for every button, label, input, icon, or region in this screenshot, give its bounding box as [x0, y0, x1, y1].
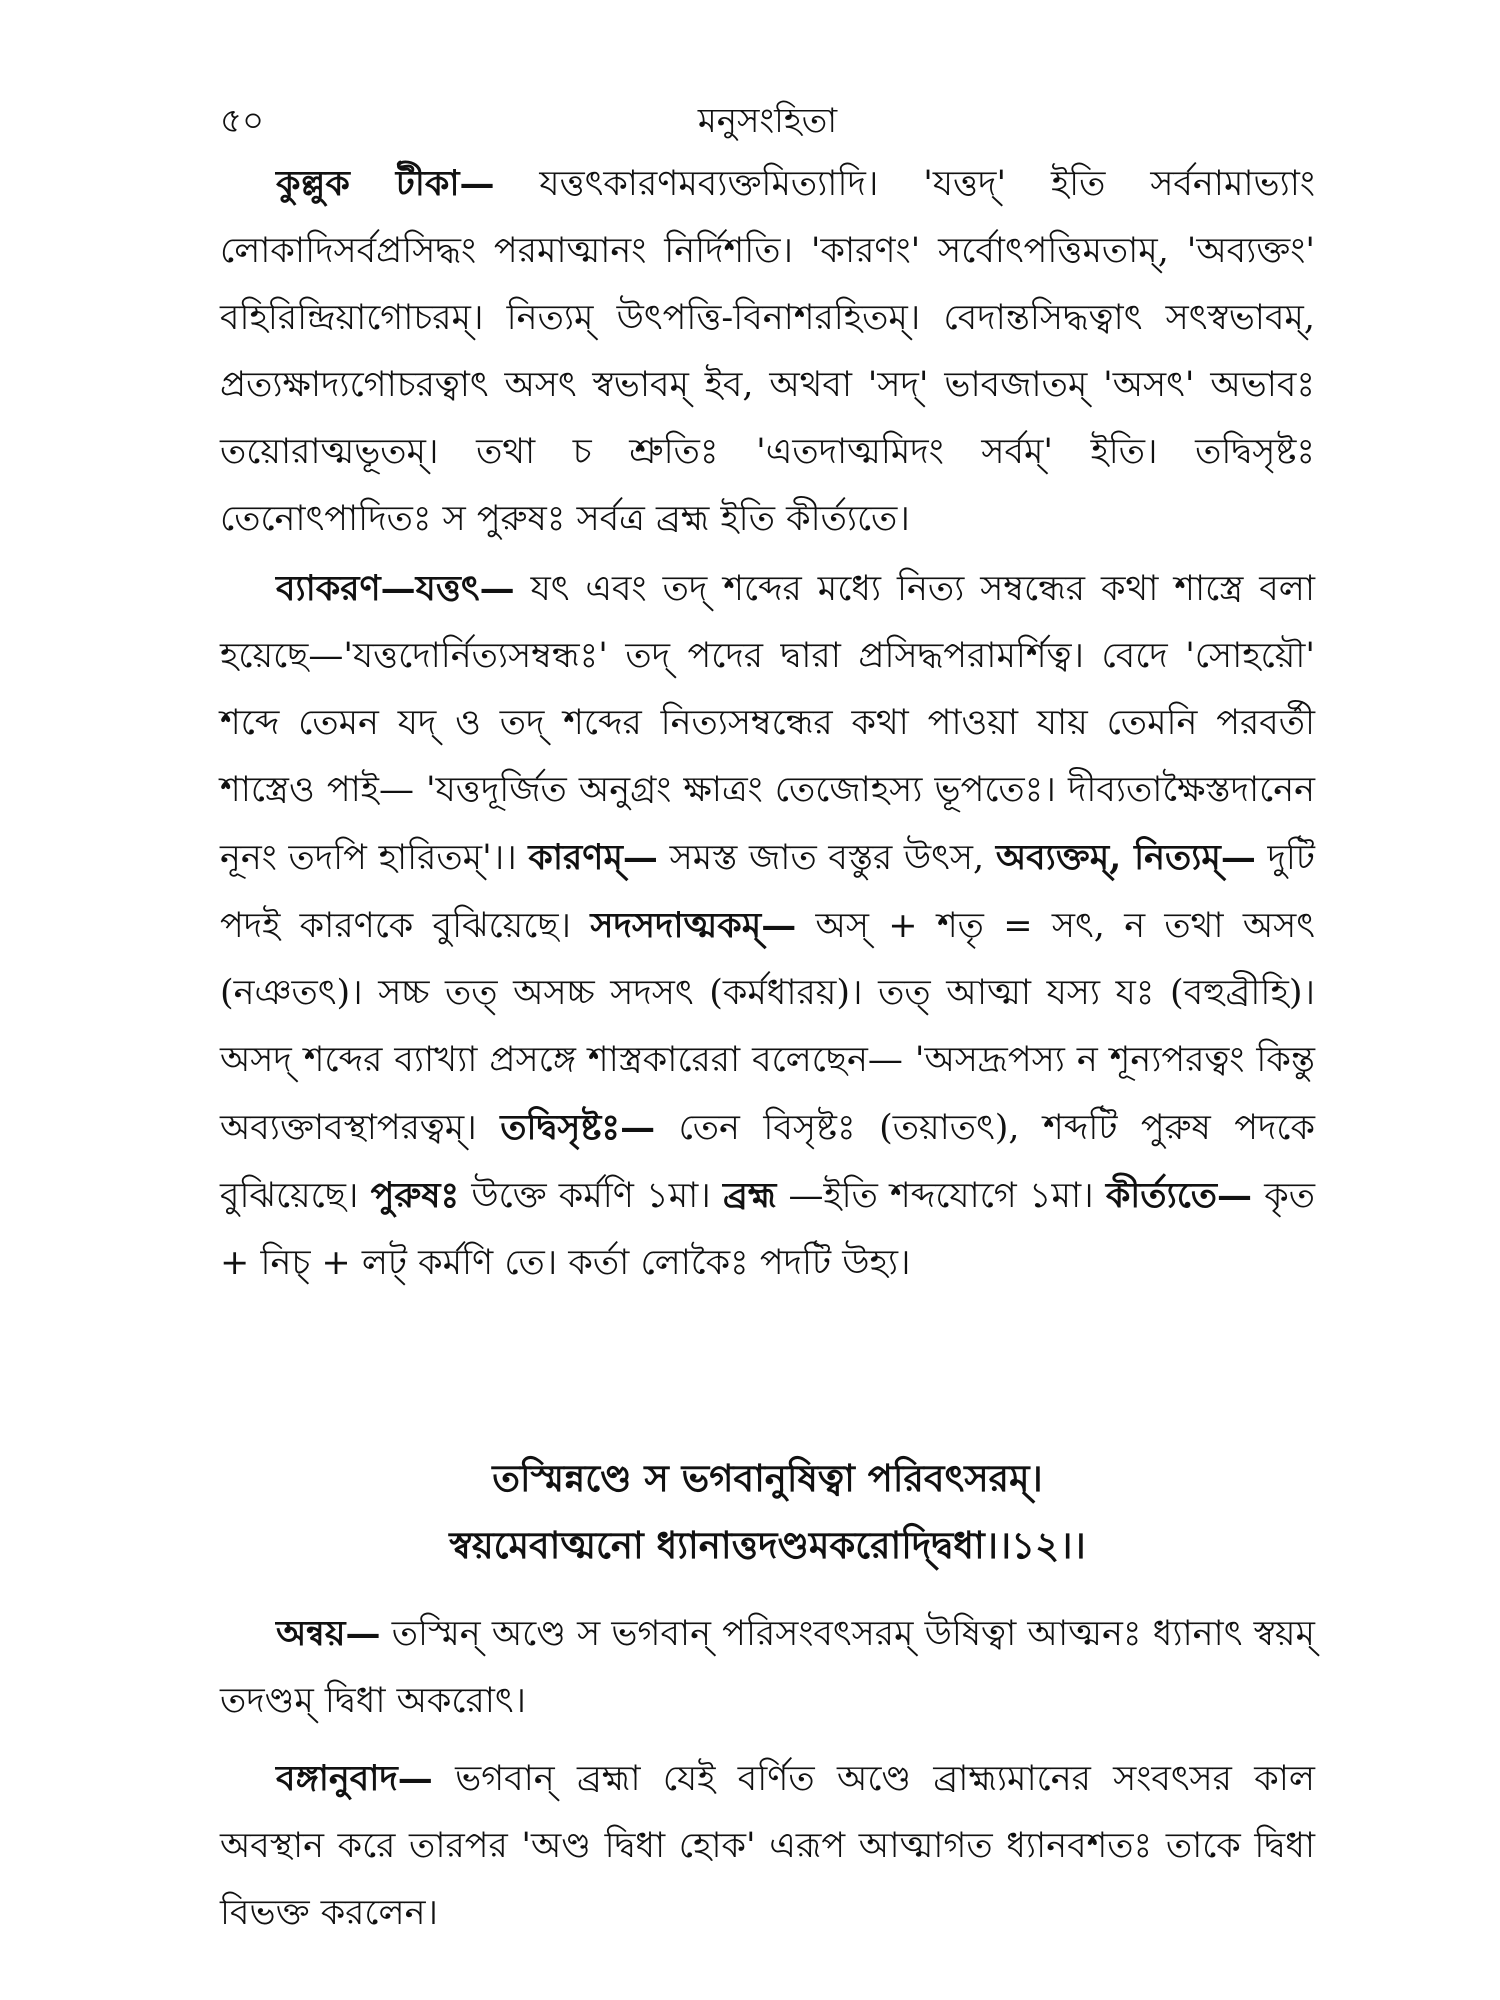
term-tadvisrsta: তদ্বিসৃষ্টঃ—	[500, 1107, 656, 1148]
vyakarana-text-1: যৎ এবং তদ্ শব্দের মধ্যে নিত্য সম্বন্ধের কথা শাস্ত্রে বলা হয়েছে—'যত্তদোর্নিত্যসম্বন্ধঃ' তদ্ পদের দ্বারা প্রসিদ্ধপরামর্শিত্ব। বেদে 'সোহয়ৌ' শব্দে তেমন যদ্ ও তদ্ শব্দের নিত্যসম্বন্ধের কথা পাওয়া যায় তেমনি পরবর্তী শাস্ত্রেও পাই— 'যত্তদূর্জিত অনুগ্রং ক্ষাত্রং তেজোহস্য ভূপতেঃ। দীব্যতাক্ষৈস্তদানেন নূনং তদপি হারিতম্'।।	[220, 569, 1315, 878]
running-title: মনুসংহিতা	[697, 101, 838, 141]
vyakarana-label: ব্যাকরণ—যত্তৎ—	[276, 568, 515, 609]
vyakarana-text-8: কৃত + নিচ্ + লট্ কর্মণি তে। কর্তা লোকৈঃ পদটি উহ্য।	[220, 1176, 1315, 1283]
kulluka-label: কুল্লুক টীকা—	[276, 163, 495, 204]
term-avyaktam: অব্যক্তম্, নিত্যম্—	[995, 837, 1256, 878]
term-kirtyate: কীর্ত্যতে—	[1105, 1175, 1253, 1216]
vyakarana-text-3: দুটি পদই কারণকে বুঝিয়েছে।	[220, 838, 1315, 946]
term-purusa: পুরুষঃ	[370, 1175, 460, 1216]
vyakarana-text-4: অস্ + শতৃ = সৎ, ন তথা অসৎ (নঞতৎ)। সচ্চ তত্ অসচ্চ সদসৎ (কর্মধারয়)। তত্ আত্মা যস্য যঃ (বহুব্রীহি)। অসদ্ শব্দের ব্যাখ্যা প্রসঙ্গে শাস্ত্রকারেরা বলেছেন— 'অসদ্রূপস্য ন শূন্যপরত্বং কিন্তু অব্যক্তাবস্থাপরত্বম্।	[220, 906, 1315, 1148]
vyakarana-text-2: সমস্ত জাত বস্তুর উৎস,	[669, 838, 985, 878]
page-number: ৫০	[220, 101, 265, 141]
vyakarana-section	[220, 555, 1315, 1297]
anvaya-label: অন্বয়—	[276, 1613, 381, 1654]
verse-line-1: তস্মিন্নণ্ডে স ভগবানুষিত্বা পরিবৎসরম্।	[492, 1456, 1043, 1500]
page-header	[220, 95, 1315, 155]
term-brahma: ব্রহ্ম	[722, 1175, 777, 1216]
term-karanam: কারণম্—	[528, 837, 658, 878]
kulluka-commentary	[220, 150, 1315, 553]
kulluka-text: যত্তৎকারণমব্যক্তমিত্যাদি। 'যত্তদ্' ইতি সর্বনামাভ্যাং লোকাদিসর্বপ্রসিদ্ধং পরমাত্মানং নির্দিশতি। 'কারণং' সর্বোৎপত্তিমতাম্, 'অব্যক্তং' বহিরিন্দ্রিয়াগোচরম্। নিত্যম্ উৎপত্তি-বিনাশরহিতম্। বেদান্তসিদ্ধত্বাৎ সৎস্বভাবম্, প্রত্যক্ষাদ্যগোচরত্বাৎ অসৎ স্বভাবম্ ইব, অথবা 'সদ্' ভাবজাতম্ 'অসৎ' অভাবঃ তয়োরাত্মভূতম্। তথা চ শ্রুতিঃ 'এতদাত্মমিদং সর্বম্' ইতি। তদ্বিসৃষ্টঃ তেনোৎপাদিতঃ স পুরুষঃ সর্বত্র ব্রহ্ম ইতি কীর্ত্যতে।	[220, 164, 1315, 539]
verse-line-2: স্বয়মেবাত্মনো ধ্যানাত্তদণ্ডমকরোদ্দ্বিধা।।১২।।	[449, 1523, 1086, 1567]
verse-block	[220, 1445, 1315, 1579]
vyakarana-text-7: —ইতি শব্দযোগে ১মা।	[788, 1176, 1094, 1216]
anvaya-text: তস্মিন্ অণ্ডে স ভগবান্ পরিসংবৎসরম্ উষিত্বা আত্মনঃ ধ্যানাৎ স্বয়ম্ তদণ্ডম্ দ্বিধা অকরোৎ।	[220, 1614, 1315, 1721]
translation-section	[220, 1745, 1315, 1947]
vyakarana-text-5: তেন বিসৃষ্টঃ (তয়াতৎ), শব্দটি পুরুষ পদকে বুঝিয়েছে।	[220, 1108, 1315, 1216]
anvaya-section	[220, 1600, 1315, 1735]
translation-text: ভগবান্ ব্রহ্মা যেই বর্ণিত অণ্ডে ব্রাহ্ম্যমানের সংবৎসর কাল অবস্থান করে তারপর 'অণ্ড দ্বিধা হোক' এরূপ আত্মাগত ধ্যানবশতঃ তাকে দ্বিধা বিভক্ত করলেন।	[220, 1759, 1315, 1933]
document-page	[220, 0, 1315, 2000]
vyakarana-text-6: উক্তে কর্মণি ১মা।	[471, 1176, 711, 1216]
term-sadasad: সদসদাত্মকম্—	[590, 905, 797, 946]
translation-label: বঙ্গানুবাদ—	[276, 1758, 433, 1799]
